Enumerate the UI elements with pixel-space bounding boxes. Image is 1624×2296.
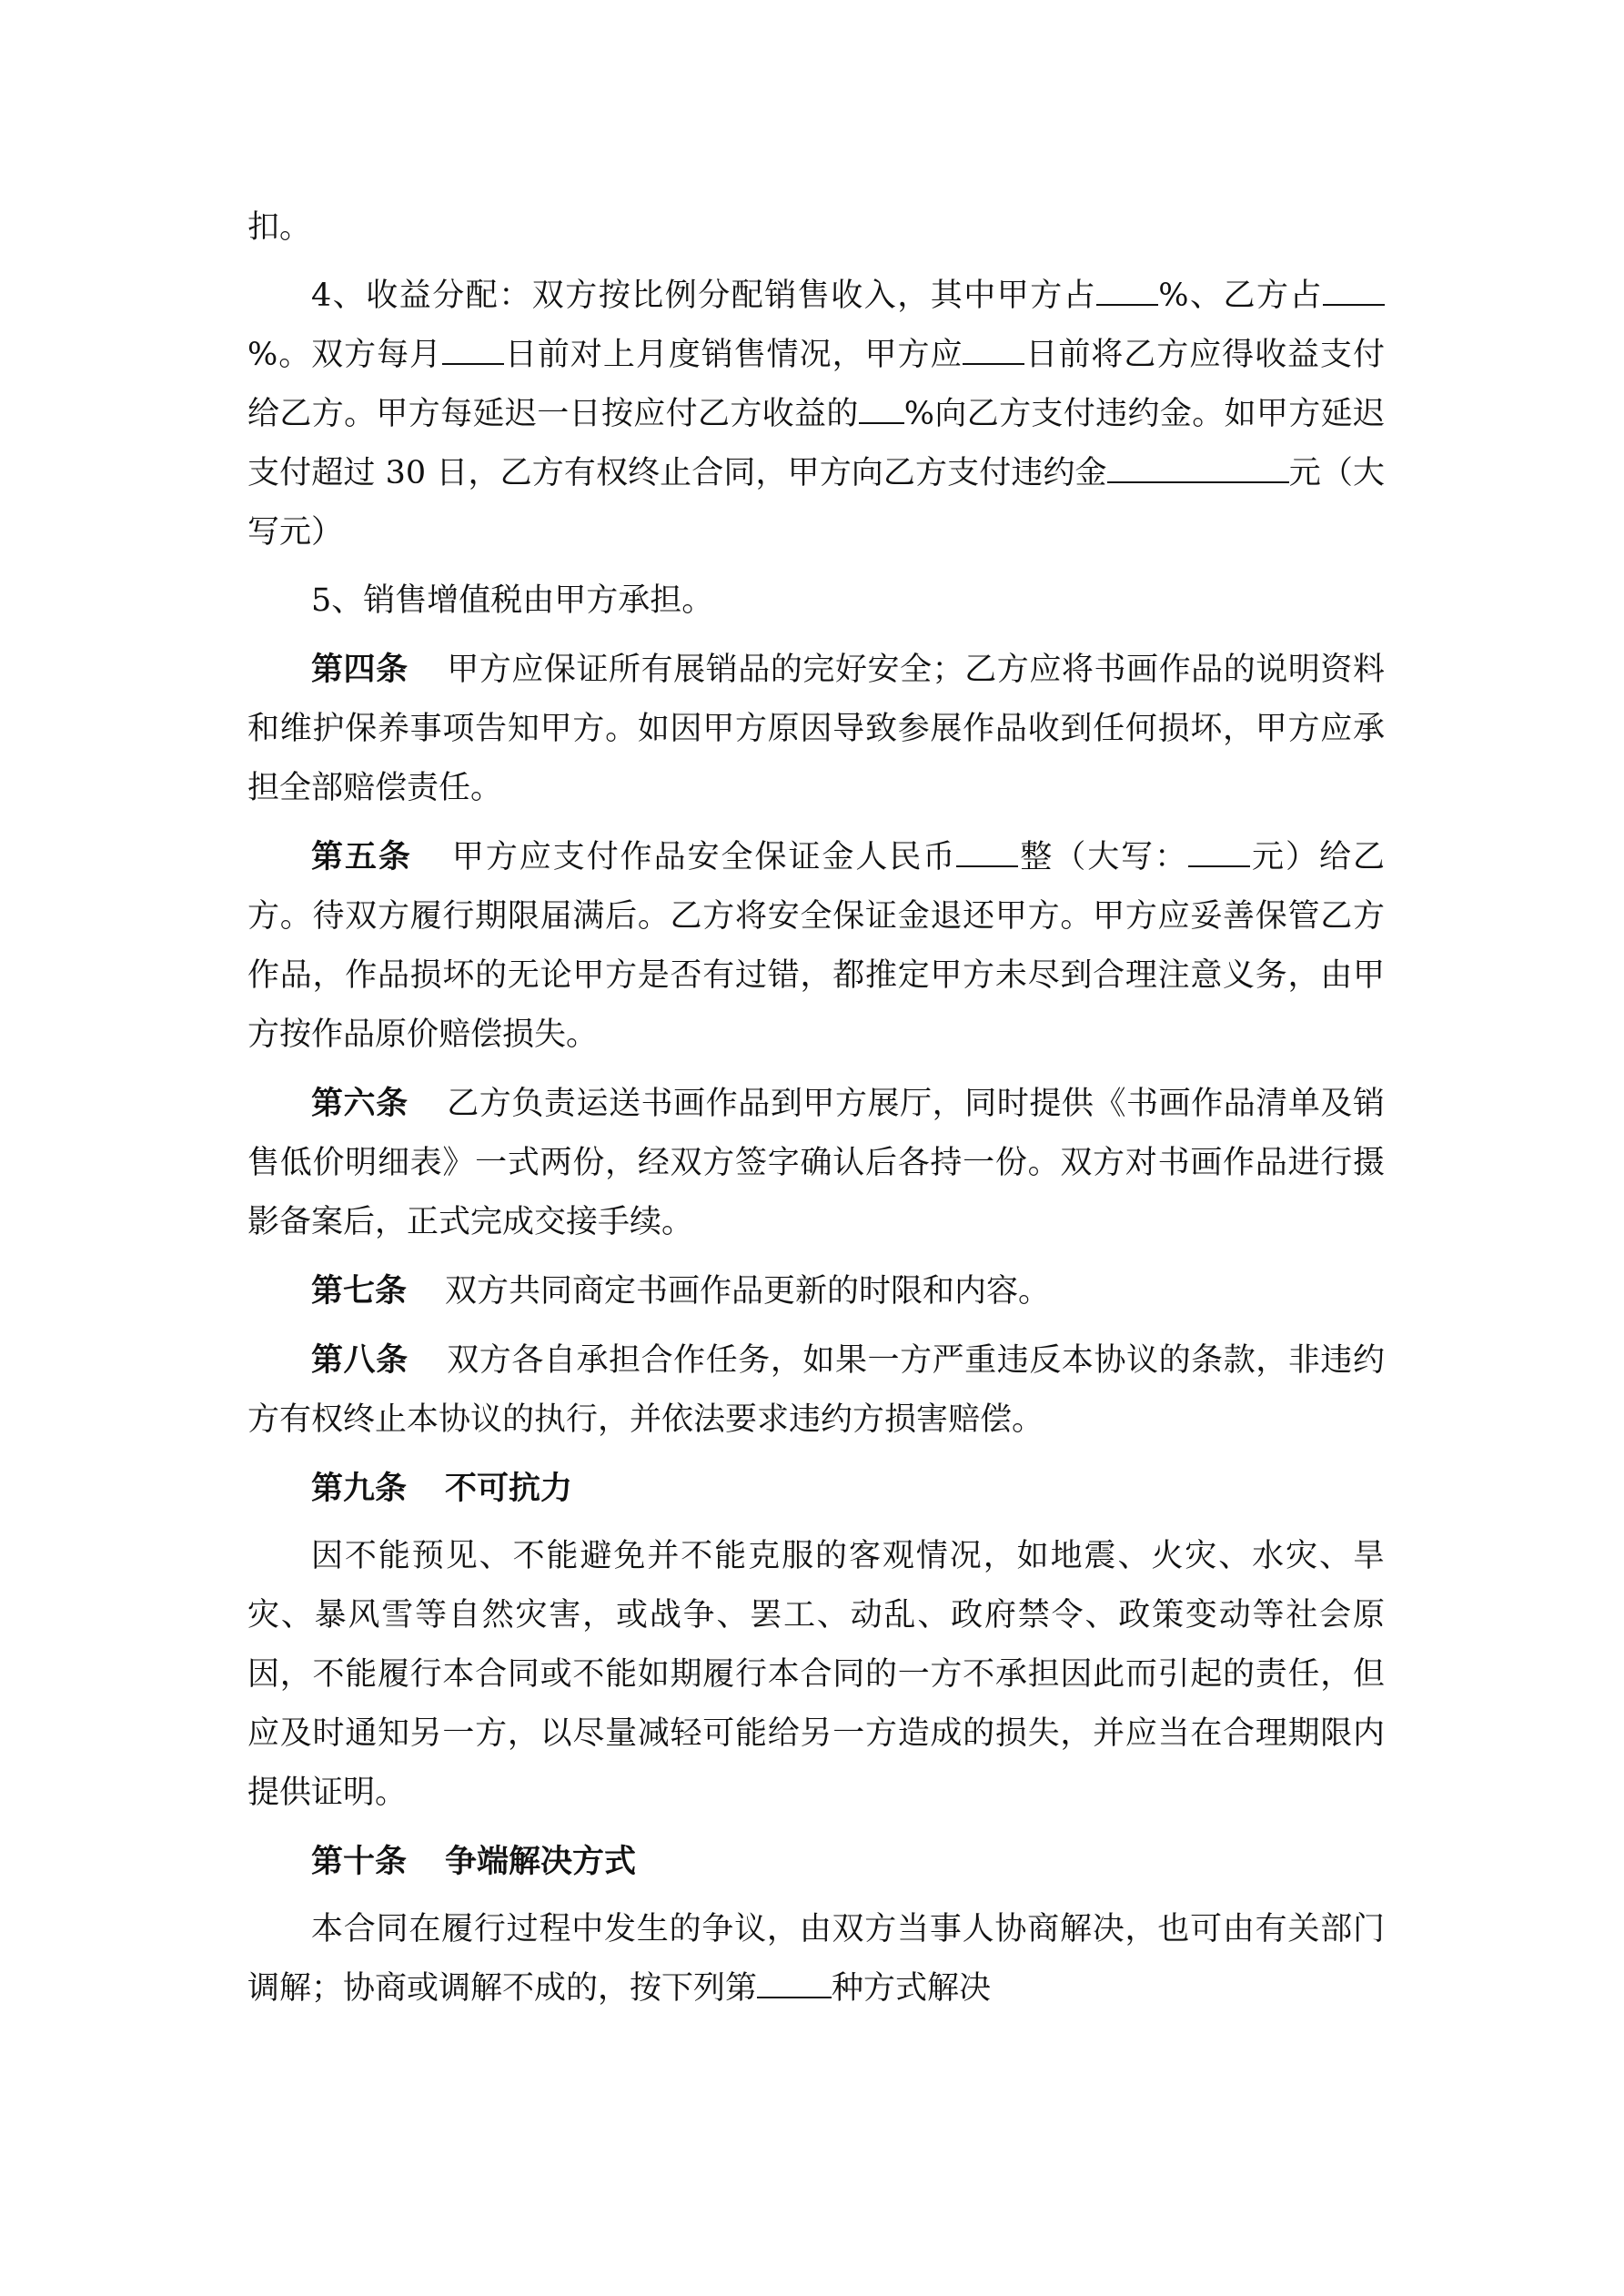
article-10-body: 本合同在履行过程中发生的争议，由双方当事人协商解决，也可由有关部门调解；协商或调解不成的，按下列第 种方式解决 [247, 1911, 1385, 2007]
blank-field[interactable] [442, 336, 504, 365]
article-6: 第六条 乙方负责运送书画作品到甲方展厅，同时提供《书画作品清单及销售低价明细表》一式两份，经双方签字确认后各持一份。双方对书画作品进行摄影备案后，正式完成交接手续。 [247, 1085, 1385, 1240]
article-4: 第四条 甲方应保证所有展销品的完好安全；乙方应将书画作品的说明资料和维护保养事项告知甲方。如因甲方原因导致参展作品收到任何损坏，甲方应承担全部赔偿责任。 [247, 651, 1385, 806]
article-title: 第八条 [311, 1341, 409, 1379]
blank-field[interactable] [963, 336, 1024, 365]
article-title: 第七条 [311, 1272, 408, 1310]
clause-4-revenue-distribution: 4、收益分配：双方按比例分配销售收入，其中甲方占 %、乙方占%。双方每月 日前对上月度销售情况，甲方应 日前将乙方应得收益支付给乙方。甲方每延迟一日按应付乙方收益的 %向乙方支付违约金。如甲方延迟支付超过 30 日，乙方有权终止合同，甲方向乙方支付违约金 元（大写元） [247, 278, 1385, 551]
blank-field[interactable] [757, 1969, 832, 1998]
article-10-heading [247, 1832, 1385, 1891]
article-title: 第四条 [311, 651, 409, 688]
article-title: 第九条 [311, 1470, 408, 1507]
article-7: 第七条 双方共同商定书画作品更新的时限和内容。 [311, 1272, 1051, 1310]
blank-field[interactable] [859, 395, 904, 424]
document-body [247, 198, 1385, 2028]
paragraph-continuation: 扣。 [247, 209, 312, 246]
article-9-body: 因不能预见、不能避免并不能克服的客观情况，如地震、火灾、水灾、旱灾、暴风雪等自然灾害，或战争、罢工、动乱、政府禁令、政策变动等社会原因，不能履行本合同或不能如期履行本合同的一方不承担因此而引起的责任，但应及时通知另一方，以尽量减轻可能给另一方造成的损失，并应当在合理期限内提供证明。 [247, 1538, 1385, 1811]
blank-field[interactable] [1107, 454, 1289, 483]
blank-field[interactable] [956, 838, 1018, 867]
article-9-heading [247, 1459, 1385, 1518]
article-heading: 不可抗力 [445, 1470, 573, 1507]
article-5: 第五条 甲方应支付作品安全保证金人民币 整（大写： 元）给乙方。待双方履行期限届满后。乙方将安全保证金退还甲方。甲方应妥善保管乙方作品，作品损坏的无论甲方是否有过错，都推定甲方未尽到合理注意义务，由甲方按作品原价赔偿损失。 [247, 838, 1385, 1053]
blank-field[interactable] [1323, 277, 1385, 306]
article-title: 第五条 [311, 838, 412, 875]
article-title: 第六条 [311, 1085, 409, 1122]
article-title: 第十条 [311, 1843, 408, 1880]
blank-field[interactable] [1096, 277, 1158, 306]
clause-5-vat: 5、销售增值税由甲方承担。 [311, 582, 714, 619]
article-8: 第八条 双方各自承担合作任务，如果一方严重违反本协议的条款，非违约方有权终止本协议的执行，并依法要求违约方损害赔偿。 [247, 1341, 1385, 1438]
article-heading: 争端解决方式 [445, 1843, 637, 1880]
blank-field[interactable] [1188, 838, 1250, 867]
